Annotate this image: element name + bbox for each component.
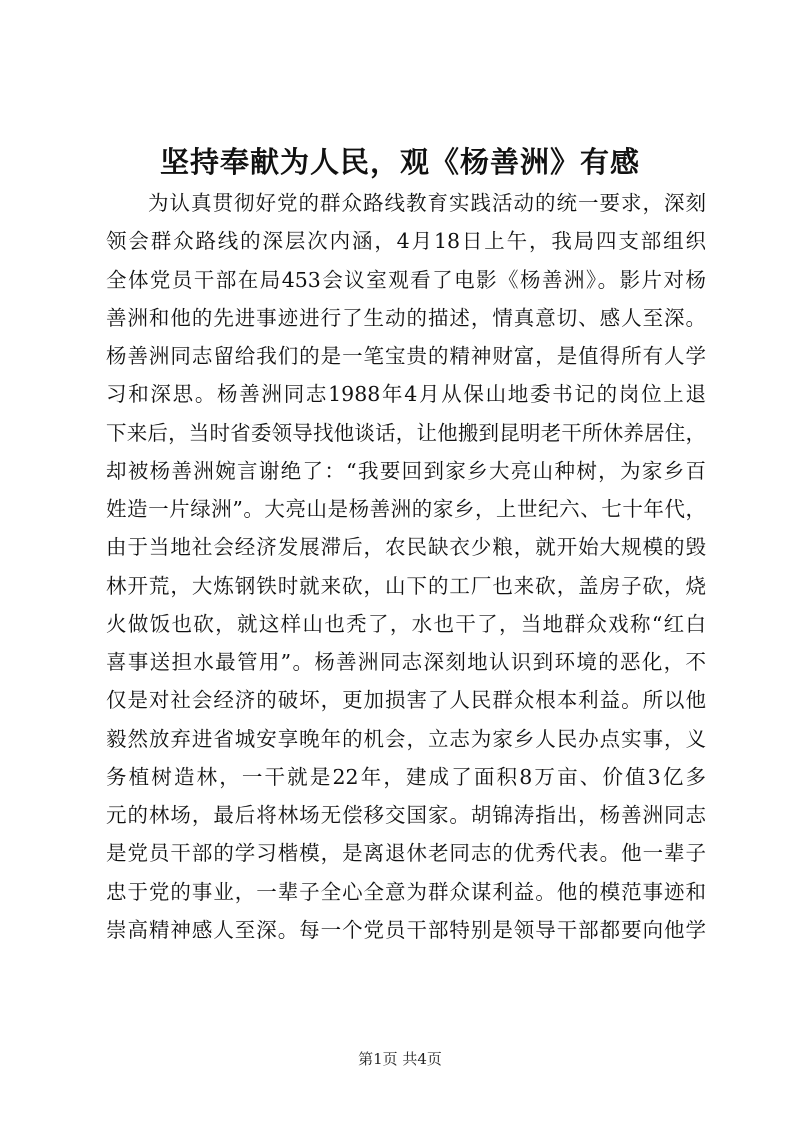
body-line: 喜事送担水最管用”。杨善洲同志深刻地认识到环境的恶化，不 (106, 650, 706, 674)
body-line: 杨善洲同志留给我们的是一笔宝贵的精神财富，是值得所有人学 (106, 344, 706, 368)
body-line: 毅然放弃进省城安享晚年的机会，立志为家乡人民办点实事，义 (106, 726, 706, 751)
body-line: 领会群众路线的深层次内涵，4月18日上午，我局四支部组织 (106, 229, 706, 254)
document-title: 坚持奉献为人民，观《杨善洲》有感 (159, 145, 640, 179)
body-line: 为认真贯彻好党的群众路线教育实践活动的统一要求，深刻 (148, 191, 706, 215)
body-line: 全体党员干部在局453会议室观看了电影《杨善洲》。影片对杨 (106, 267, 706, 292)
body-line: 由于当地社会经济发展滞后，农民缺衣少粮，就开始大规模的毁 (106, 535, 706, 560)
body-line: 却被杨善洲婉言谢绝了：“我要回到家乡大亮山种树，为家乡百 (106, 458, 706, 483)
document-body (106, 184, 706, 949)
body-line: 姓造一片绿洲”。大亮山是杨善洲的家乡，上世纪六、七十年代， (106, 497, 706, 521)
body-line: 元的林场，最后将林场无偿移交国家。胡锦涛指出，杨善洲同志 (106, 803, 706, 827)
body-line: 仅是对社会经济的破坏，更加损害了人民群众根本利益。所以他 (106, 688, 706, 713)
body-line: 林开荒，大炼钢铁时就来砍，山下的工厂也来砍，盖房子砍，烧 (106, 573, 706, 598)
body-line: 习和深思。杨善洲同志1988年4月从保山地委书记的岗位上退 (106, 382, 706, 407)
body-line: 火做饭也砍，就这样山也秃了，水也干了，当地群众戏称“红白 (106, 611, 706, 636)
body-line: 崇高精神感人至深。每一个党员干部特别是领导干部都要向他学 (106, 917, 706, 942)
body-line: 是党员干部的学习楷模，是离退休老同志的优秀代表。他一辈子 (106, 841, 706, 866)
body-line: 忠于党的事业，一辈子全心全意为群众谋利益。他的模范事迹和 (106, 879, 706, 904)
page-number-footer: 第1页 共4页 (358, 1050, 442, 1068)
body-line: 善洲和他的先进事迹进行了生动的描述，情真意切、感人至深。 (106, 305, 706, 330)
body-line: 下来后，当时省委领导找他谈话，让他搬到昆明老干所休养居住， (106, 420, 706, 445)
body-line: 务植树造林，一干就是22年，建成了面积8万亩、价值3亿多 (106, 764, 706, 789)
